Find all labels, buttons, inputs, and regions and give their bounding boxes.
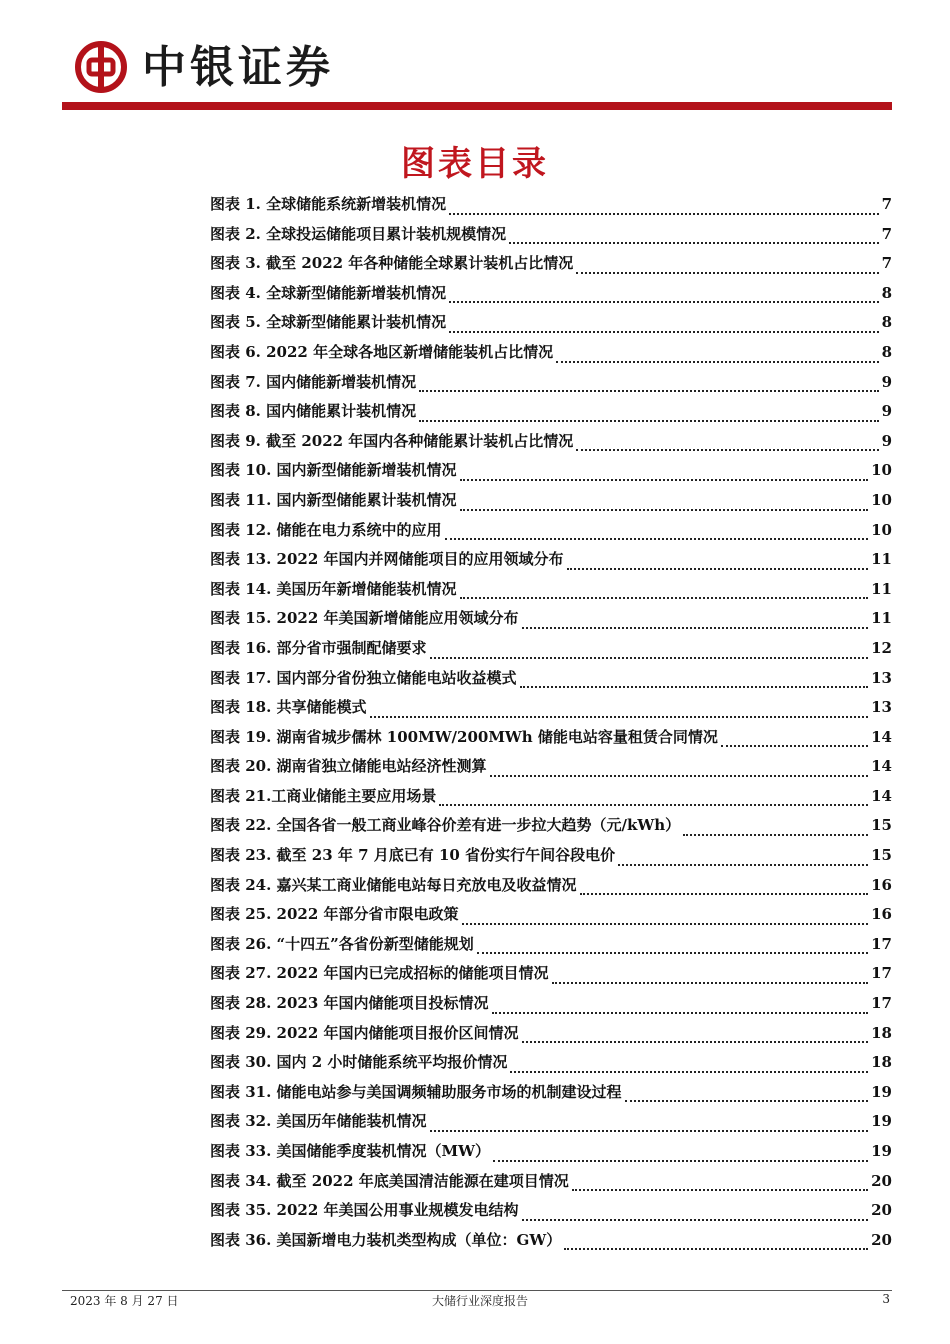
toc-leader-dots	[477, 951, 868, 954]
toc-entry-label: 图表 25.	[210, 905, 272, 924]
header-divider	[62, 102, 892, 110]
toc-entry[interactable]	[210, 726, 892, 756]
toc-leader-dots	[430, 656, 869, 659]
toc-page-number: 11	[871, 579, 892, 598]
toc-entry-title: 国内新型储能累计装机情况	[271, 490, 457, 509]
toc-page-number: 10	[871, 461, 892, 480]
toc-entry[interactable]	[210, 933, 892, 963]
toc-page-number: 11	[871, 550, 892, 569]
toc-entry[interactable]	[210, 519, 892, 549]
toc-entry-label: 图表 11.	[210, 490, 272, 509]
toc-leader-dots	[522, 1218, 869, 1221]
page-title: 图表目录	[401, 144, 549, 184]
toc-entry-title: 全球投运储能项目累计装机规模情况	[260, 224, 507, 243]
toc-entry-title: 国内 2 小时储能系统平均报价情况	[271, 1053, 508, 1072]
toc-page-number: 16	[871, 875, 892, 894]
toc-page-number: 19	[871, 1112, 892, 1131]
toc-entry-label: 图表 36.	[210, 1230, 272, 1249]
toc-leader-dots	[564, 1247, 868, 1250]
toc-entry-label: 图表 7.	[210, 372, 261, 391]
toc-entry-title: 2022 年美国新增储能应用领域分布	[271, 609, 519, 628]
toc-entry-label: 图表 13.	[210, 550, 272, 569]
toc-leader-dots	[439, 803, 868, 806]
toc-page-number: 17	[871, 994, 892, 1013]
toc-page-number: 20	[871, 1201, 892, 1220]
toc-entry-label: 图表 20.	[210, 757, 272, 776]
toc-leader-dots	[419, 419, 878, 422]
toc-entry-label: 图表 15.	[210, 609, 272, 628]
toc-entry[interactable]	[210, 755, 892, 785]
toc-entry-label: 图表 19.	[210, 727, 272, 746]
toc-entry[interactable]	[210, 1110, 892, 1140]
toc-entry[interactable]	[210, 400, 892, 430]
toc-page-number: 17	[871, 934, 892, 953]
toc-entry-title: 储能在电力系统中的应用	[271, 520, 442, 539]
toc-entry[interactable]	[210, 371, 892, 401]
footer-divider	[62, 1290, 892, 1291]
toc-entry-label: 图表 27.	[210, 964, 272, 983]
toc-entry[interactable]	[210, 785, 892, 815]
toc-page-number: 12	[871, 638, 892, 657]
toc-entry-title: 美国新增电力装机类型构成（单位：GW）	[271, 1230, 562, 1249]
toc-leader-dots	[460, 596, 869, 599]
toc-entry-label: 图表 1.	[210, 195, 261, 213]
toc-leader-dots	[449, 330, 878, 333]
footer-report-title: 大储行业深度报告	[431, 1294, 528, 1308]
toc-entry-title: 美国储能季度装机情况（MW）	[271, 1142, 491, 1160]
toc-page-number: 7	[881, 195, 892, 213]
toc-entry-label: 图表 8.	[210, 402, 261, 421]
toc-page-number: 9	[881, 431, 892, 450]
toc-entry[interactable]	[210, 844, 892, 874]
toc-leader-dots	[449, 212, 878, 215]
toc-entry-title: 国内储能新增装机情况	[260, 372, 417, 391]
toc-page-number: 18	[871, 1053, 892, 1072]
toc-leader-dots	[556, 360, 878, 363]
toc-page-number: 17	[871, 964, 892, 983]
toc-entry-label: 图表 18.	[210, 698, 272, 717]
toc-leader-dots	[419, 389, 878, 392]
toc-page-number: 16	[871, 905, 892, 924]
toc-page-number: 8	[881, 283, 892, 302]
toc-entry[interactable]	[210, 548, 892, 578]
toc-page-number: 20	[871, 1171, 892, 1190]
toc-leader-dots	[572, 1188, 868, 1191]
toc-entry-title: 2023 年国内储能项目投标情况	[271, 994, 489, 1013]
toc-entry[interactable]	[210, 311, 892, 341]
toc-entry-label: 图表 5.	[210, 313, 261, 332]
toc-entry-title: 嘉兴某工商业储能电站每日充放电及收益情况	[271, 875, 577, 894]
toc-leader-dots	[445, 537, 869, 540]
toc-leader-dots	[493, 1159, 868, 1162]
toc-entry-label: 图表 10.	[210, 461, 272, 480]
table-of-figures	[210, 193, 892, 1258]
toc-entry-label: 图表 34.	[210, 1171, 272, 1190]
toc-entry[interactable]	[210, 282, 892, 312]
toc-page-number: 9	[881, 402, 892, 421]
toc-entry-label: 图表 30.	[210, 1053, 272, 1072]
toc-entry-label: 图表 14.	[210, 579, 272, 598]
toc-page-number: 15	[871, 846, 892, 865]
toc-entry-title: 湖南省城步儒林 100MW/200MWh 储能电站容量租赁合同情况	[271, 727, 718, 746]
toc-entry[interactable]	[210, 696, 892, 726]
toc-entry[interactable]	[210, 459, 892, 489]
toc-entry-title: 美国历年储能装机情况	[271, 1112, 427, 1131]
toc-page-number: 10	[871, 520, 892, 539]
toc-leader-dots	[460, 478, 869, 481]
toc-leader-dots	[462, 922, 869, 925]
toc-entry-label: 图表 31.	[210, 1082, 272, 1101]
toc-page-number: 15	[871, 816, 892, 835]
toc-leader-dots	[721, 744, 868, 747]
toc-entry[interactable]	[210, 1022, 892, 1052]
toc-page-number: 8	[881, 342, 892, 361]
toc-leader-dots	[520, 685, 869, 688]
toc-entry[interactable]	[210, 637, 892, 667]
toc-entry-title: 2022 年国内储能项目报价区间情况	[271, 1023, 519, 1042]
toc-leader-dots	[576, 271, 878, 274]
toc-leader-dots	[430, 1129, 869, 1132]
bank-of-china-logo-icon	[74, 40, 128, 94]
toc-entry-title: 全球储能系统新增装机情况	[260, 195, 447, 213]
toc-entry-title: 国内储能累计装机情况	[260, 402, 417, 421]
toc-entry-label: 图表 17.	[210, 668, 272, 687]
toc-entry-label: 图表 24.	[210, 875, 272, 894]
toc-entry-title: 截至 2022 年底美国清洁能源在建项目情况	[271, 1171, 569, 1190]
toc-entry-label: 图表 2.	[210, 224, 261, 243]
toc-entry-label: 图表 9.	[210, 431, 261, 450]
toc-entry-label: 图表 4.	[210, 283, 261, 302]
toc-entry-title: 2022 年美国公用事业规模发电结构	[271, 1201, 519, 1220]
toc-leader-dots	[460, 508, 869, 511]
toc-entry[interactable]	[210, 1081, 892, 1111]
toc-entry-title: 全球新型储能累计装机情况	[260, 313, 447, 332]
toc-entry-label: 图表 32.	[210, 1112, 272, 1131]
toc-entry-title: “十四五”各省份新型储能规划	[271, 934, 474, 953]
toc-entry[interactable]	[210, 489, 892, 519]
toc-entry[interactable]	[210, 430, 892, 460]
toc-entry-title: 2022 年国内并网储能项目的应用领域分布	[271, 550, 564, 569]
toc-entry-label: 图表 26.	[210, 934, 272, 953]
toc-entry[interactable]	[210, 193, 892, 223]
toc-entry-title: 工商业储能主要应用场景	[271, 786, 437, 805]
page-header	[62, 34, 892, 104]
toc-entry-title: 全球新型储能新增装机情况	[260, 283, 447, 302]
toc-entry-title: 共享储能模式	[271, 698, 367, 717]
toc-entry[interactable]	[210, 1199, 892, 1229]
footer-page-number: 3	[882, 1292, 890, 1306]
toc-entry-title: 全国各省一般工商业峰谷价差有进一步拉大趋势（元/kWh）	[271, 816, 681, 835]
toc-leader-dots	[683, 833, 868, 836]
toc-leader-dots	[580, 892, 869, 895]
toc-entry[interactable]	[210, 1170, 892, 1200]
toc-page-number: 13	[871, 698, 892, 717]
toc-leader-dots	[625, 1099, 869, 1102]
toc-leader-dots	[510, 1070, 868, 1073]
toc-page-number: 20	[871, 1230, 892, 1249]
toc-entry-label: 图表 23.	[210, 846, 272, 865]
toc-entry-title: 国内新型储能新增装机情况	[271, 461, 457, 480]
toc-entry[interactable]	[210, 962, 892, 992]
toc-entry[interactable]	[210, 874, 892, 904]
toc-entry-title: 美国历年新增储能装机情况	[271, 579, 457, 598]
toc-page-number: 14	[871, 727, 892, 746]
toc-entry[interactable]	[210, 1229, 892, 1259]
toc-entry[interactable]	[210, 814, 892, 844]
toc-page-number: 19	[871, 1142, 892, 1160]
toc-leader-dots	[552, 981, 869, 984]
toc-leader-dots	[567, 567, 869, 570]
toc-leader-dots	[490, 774, 869, 777]
toc-entry[interactable]	[210, 1051, 892, 1081]
toc-page-number: 7	[881, 224, 892, 243]
toc-page-number: 14	[871, 786, 892, 805]
toc-leader-dots	[522, 626, 869, 629]
toc-leader-dots	[522, 1040, 869, 1043]
toc-entry[interactable]	[210, 252, 892, 282]
toc-entry-title: 2022 年国内已完成招标的储能项目情况	[271, 964, 549, 983]
toc-entry-title: 湖南省独立储能电站经济性测算	[271, 757, 487, 776]
toc-entry-title: 国内部分省份独立储能电站收益模式	[271, 668, 517, 687]
toc-entry-label: 图表 21.	[210, 786, 272, 805]
brand-name: 中银证券	[142, 42, 334, 93]
toc-page-number: 9	[881, 372, 892, 391]
toc-entry-label: 图表 29.	[210, 1023, 272, 1042]
toc-entry[interactable]	[210, 667, 892, 697]
toc-entry[interactable]	[210, 1140, 892, 1170]
toc-leader-dots	[576, 448, 878, 451]
toc-entry-title: 2022 年部分省市限电政策	[271, 905, 459, 924]
toc-leader-dots	[370, 715, 869, 718]
toc-leader-dots	[492, 1011, 869, 1014]
toc-entry[interactable]	[210, 992, 892, 1022]
toc-entry[interactable]	[210, 607, 892, 637]
toc-leader-dots	[509, 241, 878, 244]
toc-entry-title: 截至 23 年 7 月底已有 10 省份实行午间谷段电价	[271, 846, 616, 865]
toc-page-number: 14	[871, 757, 892, 776]
toc-entry-title: 储能电站参与美国调频辅助服务市场的机制建设过程	[271, 1082, 622, 1101]
toc-entry-title: 部分省市强制配储要求	[271, 638, 427, 657]
toc-entry-label: 图表 12.	[210, 520, 272, 539]
toc-page-number: 13	[871, 668, 892, 687]
toc-page-number: 11	[871, 609, 892, 628]
toc-entry[interactable]	[210, 903, 892, 933]
toc-entry[interactable]	[210, 578, 892, 608]
toc-page-number: 19	[871, 1082, 892, 1101]
toc-entry[interactable]	[210, 341, 892, 371]
toc-page-number: 8	[881, 313, 892, 332]
toc-page-number: 10	[871, 490, 892, 509]
toc-entry-label: 图表 3.	[210, 254, 261, 273]
footer-date: 2023 年 8 月 27 日	[70, 1294, 179, 1308]
toc-entry-title: 2022 年全球各地区新增储能装机占比情况	[260, 342, 554, 361]
toc-page-number: 18	[871, 1023, 892, 1042]
toc-leader-dots	[449, 300, 878, 303]
toc-page-number: 7	[881, 254, 892, 273]
toc-entry-label: 图表 22.	[210, 816, 272, 835]
page-footer	[70, 1292, 890, 1312]
toc-entry-label: 图表 33.	[210, 1142, 272, 1160]
toc-entry[interactable]	[210, 223, 892, 253]
toc-entry-label: 图表 35.	[210, 1201, 272, 1220]
toc-leader-dots	[618, 863, 868, 866]
toc-entry-title: 截至 2022 年各种储能全球累计装机占比情况	[260, 254, 574, 273]
toc-entry-title: 截至 2022 年国内各种储能累计装机占比情况	[260, 431, 574, 450]
toc-entry-label: 图表 16.	[210, 638, 272, 657]
toc-entry-label: 图表 28.	[210, 994, 272, 1013]
toc-entry-label: 图表 6.	[210, 342, 261, 361]
